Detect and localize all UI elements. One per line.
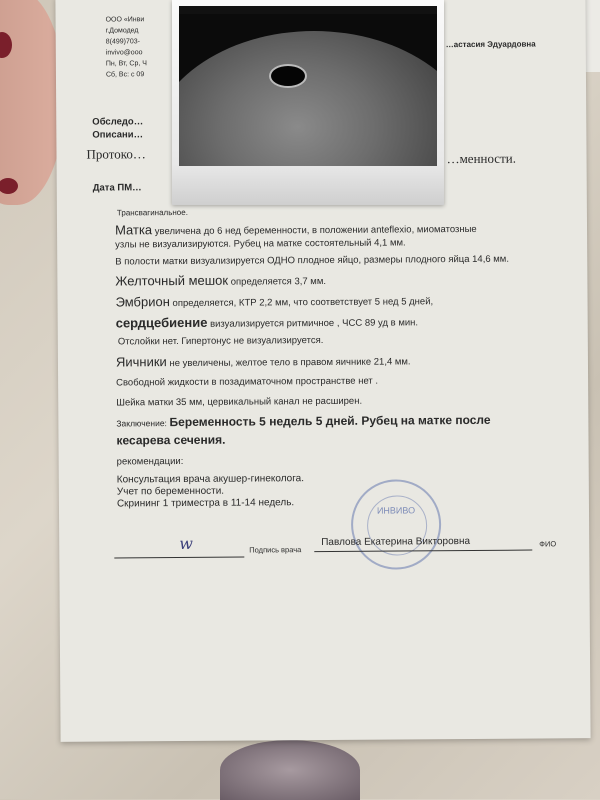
ultrasound-printout: [172, 0, 444, 205]
recommendation: Консультация врача акушер-гинеколога.: [116, 473, 305, 486]
header-line: Пн, Вт, Ср, Ч: [105, 60, 147, 68]
conclusion-text: Беременность 5 недель 5 дней. Рубец на матке после: [169, 412, 491, 430]
recommendations-label: рекомендации:: [116, 455, 184, 468]
conclusion-label: Заключение:: [116, 418, 167, 429]
doctor-signature: w: [179, 533, 193, 554]
finding-text: определяется, КТР 2,2 мм, что соответствует 5 нед 5 дней,: [172, 296, 434, 310]
finding-text: В полости матки визуализируется ОДНО плодное яйцо, размеры плодного яйца 14,6 мм.: [115, 253, 510, 268]
conclusion-text: кесарева сечения.: [116, 432, 226, 448]
finding-text: не увеличены, желтое тело в правом яичнике 21,4 мм.: [169, 356, 411, 370]
exam-label: Обследо…: [92, 116, 144, 128]
header-line: Сб, Вс: с 09: [105, 71, 145, 79]
finding-head: Матка: [114, 222, 153, 238]
finding-head: Желточный мешок: [115, 272, 229, 289]
recommendation: Скрининг 1 триместра в 11-14 недель.: [116, 497, 295, 510]
protocol-title-end: …менности.: [446, 150, 517, 167]
fingernail: [0, 178, 18, 194]
finding-head: сердцебиение: [115, 314, 208, 331]
description-label: Описани…: [92, 129, 144, 141]
ultrasound-image: [179, 6, 437, 166]
finding-text: визуализируется ритмичное , ЧСС 89 уд в мин.: [210, 317, 419, 330]
finding-head: Яичники: [115, 354, 167, 370]
finding-text: Отслойки нет. Гипертонус не визуализируется.: [117, 334, 324, 348]
fio-label: ФИО: [539, 539, 557, 549]
fingernail: [0, 32, 12, 58]
patient-name: …астасия Эдуардовна: [445, 39, 536, 50]
stamp-text: ИНВИВО: [376, 505, 416, 516]
finding-text: Свободной жидкости в позадиматочном пространстве нет .: [116, 375, 379, 389]
header-line: 8(499)703-: [105, 38, 140, 46]
header-line: ООО «Инви: [105, 16, 145, 24]
finding-head: Эмбрион: [115, 294, 170, 310]
lmp-label: Дата ПМ…: [92, 182, 142, 194]
fabric-fold: [220, 740, 360, 800]
clinic-stamp: [351, 479, 442, 570]
signature-label: Подпись врача: [249, 545, 302, 555]
header-line: invivo@ooo: [105, 49, 143, 57]
clinic-header: [106, 14, 148, 80]
finding-text: определяется 3,7 мм.: [230, 275, 327, 288]
recommendations-list: [117, 473, 304, 510]
doctor-name: Павлова Екатерина Викторовна: [321, 535, 471, 549]
method: Трансвагинальное.: [116, 207, 188, 218]
recommendation: Учет по беременности.: [116, 485, 225, 498]
header-line: г.Домодед: [105, 27, 139, 35]
signature-line: [114, 557, 244, 559]
gestational-sac: [269, 64, 307, 88]
protocol-title: Протоко…: [86, 146, 146, 162]
finding-text: узлы не визуализируются. Рубец на матке состоятельный 4,1 мм.: [115, 237, 406, 251]
finding-text: увеличена до 6 нед беременности, в положении anteflexio, миоматозные: [154, 223, 477, 238]
finding-text: Шейка матки 35 мм, цервикальный канал не расширен.: [116, 395, 363, 409]
